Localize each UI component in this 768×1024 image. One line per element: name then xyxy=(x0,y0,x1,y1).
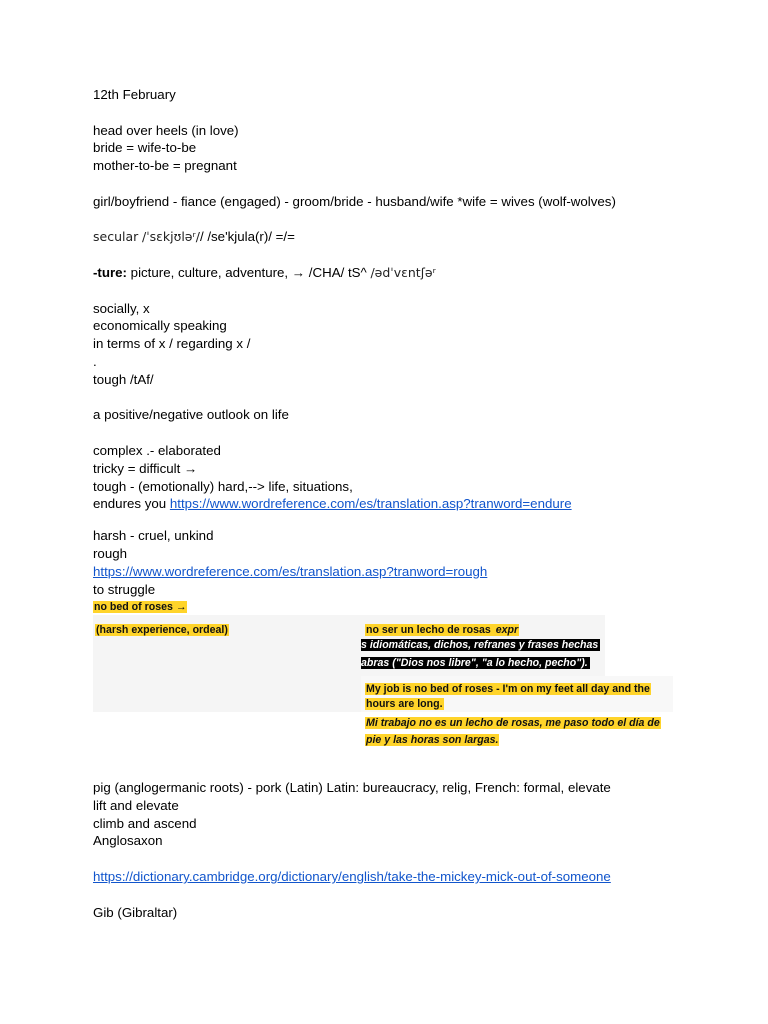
table-cell-translation xyxy=(361,615,605,676)
note-line: socially, x xyxy=(93,300,150,316)
note-line: tough /tAf/ xyxy=(93,371,154,387)
note-line: head over heels (in love) xyxy=(93,122,239,138)
example-es: pie y las horas son largas. xyxy=(366,734,499,746)
document-body xyxy=(93,86,693,615)
rough-link[interactable]: https://www.wordreference.com/es/translation.asp?tranword=rough xyxy=(93,563,488,579)
table-cell-example xyxy=(361,676,673,712)
table-cell-meaning xyxy=(93,615,361,712)
example-en: My job is no bed of roses - I'm on my feet all day and the xyxy=(366,683,650,695)
endure-link[interactable]: https://www.wordreference.com/es/translation.asp?tranword=endure xyxy=(169,496,572,512)
date-heading: 12th February xyxy=(93,87,176,102)
secular-rest: / /se'kjula(r)/ =/= xyxy=(199,229,295,245)
translation-abbrev: expr xyxy=(495,624,519,636)
translation-note: abras ("Dios nos libre", "a lo hecho, pecho"). xyxy=(361,657,588,669)
endures-line xyxy=(93,495,693,513)
example-es: Mi trabajo no es un lecho de rosas, me paso todo el día de xyxy=(366,717,660,729)
note-line: bride = wife-to-be xyxy=(93,140,197,156)
note-line: complex .- elaborated xyxy=(93,442,221,458)
note-line: harsh - cruel, unkind xyxy=(93,528,214,544)
note-line: in terms of x / regarding x / xyxy=(93,336,251,352)
example-es-block xyxy=(365,714,661,748)
document-body-lower xyxy=(93,779,693,921)
bed-of-roses-heading: no bed of roses → xyxy=(94,601,187,614)
note-line: mother-to-be = pregnant xyxy=(93,158,237,174)
secular-ipa: /ˈsɛkjʊləʳ/ xyxy=(141,229,200,245)
translation-note: s idiomáticas, dichos, refranes y frases hechas xyxy=(361,639,599,651)
note-line: lift and elevate xyxy=(93,797,179,813)
secular-word: secular xyxy=(93,229,139,245)
note-line: pig (anglogermanic roots) - pork (Latin) Latin: bureaucracy, relig, French: formal, elevate xyxy=(93,780,611,795)
endures-text: endures you xyxy=(93,496,170,512)
translation-text: no ser un lecho de rosas xyxy=(366,624,494,636)
meaning-text: (harsh experience, ordeal) xyxy=(96,624,228,636)
ture-line xyxy=(93,264,693,282)
note-line: . xyxy=(93,353,97,369)
note-line: to struggle xyxy=(93,581,156,597)
secular-line xyxy=(93,228,693,246)
note-line: tough - (emotionally) hard,--> life, situations, xyxy=(93,478,353,494)
example-en: hours are long. xyxy=(366,698,443,710)
note-line: climb and ascend xyxy=(93,815,197,831)
note-line: rough xyxy=(93,545,128,561)
ture-ipa: /ədˈvɛntʃəʳ xyxy=(370,264,436,280)
note-line: economically speaking xyxy=(93,318,227,334)
ture-text: picture, culture, adventure, → /CHA/ tS^ xyxy=(126,264,371,280)
translation-table xyxy=(93,615,673,745)
note-line: Anglosaxon xyxy=(93,833,163,849)
cambridge-link[interactable]: https://dictionary.cambridge.org/dictionary/english/take-the-mickey-mick-out-of-someone xyxy=(93,868,611,884)
gib-line: Gib (Gibraltar) xyxy=(93,904,178,920)
note-line: tricky = difficult → xyxy=(93,460,198,476)
ture-label: -ture: xyxy=(93,264,127,280)
outlook-line: a positive/negative outlook on life xyxy=(93,407,289,423)
relationships-line: girl/boyfriend - fiance (engaged) - groom/bride - husband/wife *wife = wives (wolf-wolves) xyxy=(93,193,616,209)
